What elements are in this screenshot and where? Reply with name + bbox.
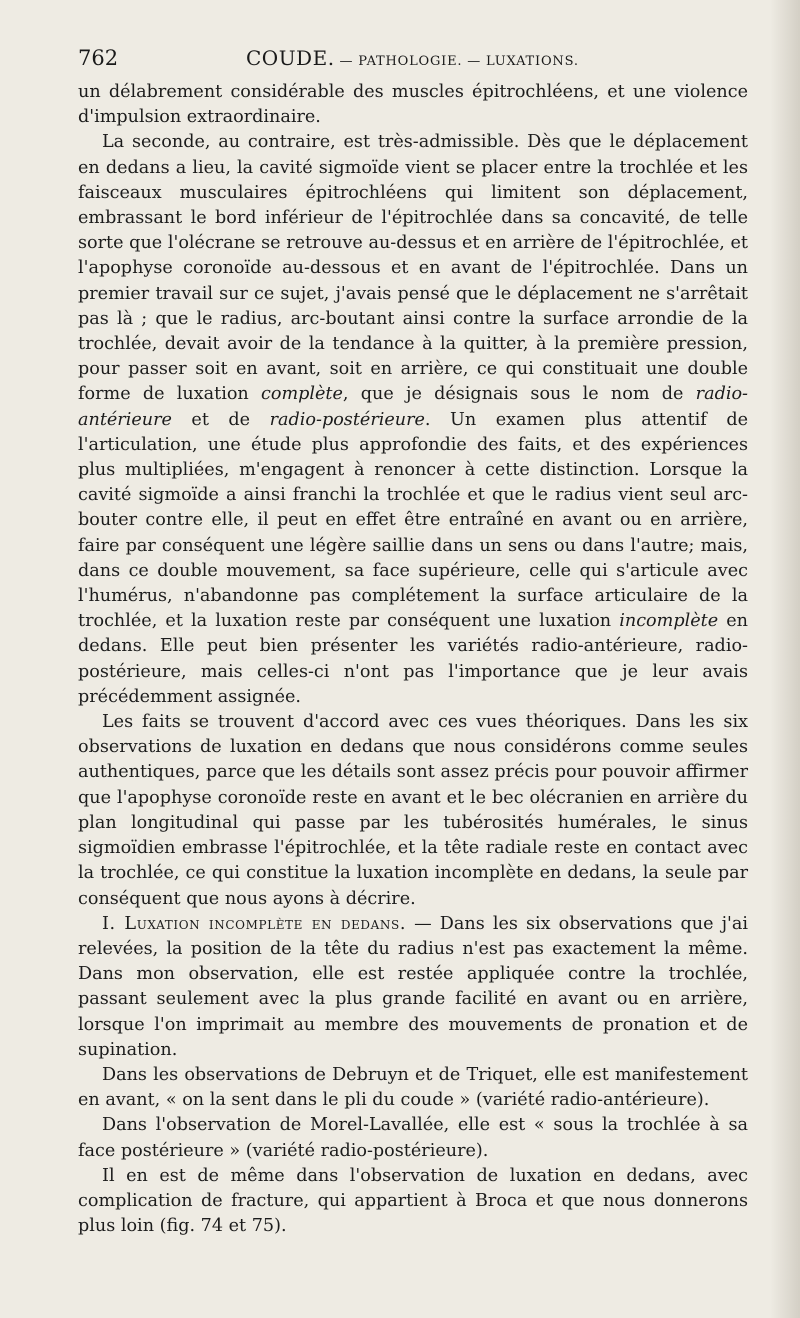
paragraph <box>78 130 748 710</box>
paragraph <box>78 912 748 1063</box>
paragraph-text: et de <box>171 409 270 430</box>
paragraph: Dans l'observation de Morel-Lavallée, elle est « sous la trochlée à sa face postérieure » (variété radio-postérieure). <box>78 1115 748 1161</box>
running-header <box>78 44 748 76</box>
paragraph-text: en dedans. Elle peut bien présenter les variétés radio-antérieure, radio-postérieure, mais celles-ci n'ont pas l'importance que je leur avais précédemment assignée. <box>78 611 748 707</box>
body-text <box>78 80 748 1239</box>
italic-term: incomplète <box>619 611 719 632</box>
paragraph: Dans les observations de Debruyn et de Triquet, elle est manifestement en avant, « on la sent dans le pli du coude » (variété radio-antérieure). <box>78 1064 748 1111</box>
italic-term: radio-antérieure <box>78 384 748 430</box>
paragraph: un délabrement considérable des muscles épitrochléens, et une violence d'impulsion extraordinaire. <box>78 82 748 128</box>
running-title <box>246 46 579 70</box>
paragraph: Les faits se trouvent d'accord avec ces vues théoriques. Dans les six observations de luxation en dedans que nous considérons comme seules authentiques, parce que les détails sont assez précis pour pouvoir affirmer que l'apophyse coronoïde reste en avant et le bec olécranien en arrière du plan longitudinal qui passe par les tubérosités humérales, le sinus sigmoïdien embrasse l'épitrochlée, et la tête radiale reste en contact avec la trochlée, ce qui constitue la luxation incomplète en dedans, la seule par conséquent que nous ayons à décrire. <box>78 712 748 909</box>
page-number: 762 <box>78 46 119 70</box>
paragraph-text: . Un examen plus attentif de l'articulation, une étude plus approfondie des faits, et des expériences plus multipliées, m'engagent à renoncer à cette distinction. Lorsque la cavité sigmoïde a ainsi franchi la trochlée et que le radius vient seul arc-bouter contre elle, il peut en effet être entraîné en avant ou en arrière, faire par conséquent une légère saillie dans un sens ou dans l'autre; mais, dans ce double mouvement, sa face supérieure, celle qui s'articule avec l'humérus, n'abandonne pas complétement la surface articulaire de la trochlée, et la luxation reste par conséquent une luxation <box>78 409 749 632</box>
running-title-main: COUDE. <box>246 46 335 70</box>
paragraph: Il en est de même dans l'observation de luxation en dedans, avec complication de fracture, qui appartient à Broca et que nous donnerons plus loin (fig. 74 et 75). <box>78 1165 748 1237</box>
italic-term: complète <box>261 384 343 405</box>
paragraph-text: — Dans les six observations que j'ai relevées, la position de la tête du radius n'est pas exactement la même. Dans mon observation, elle est restée appliquée contre la trochlée, passant seulement avec la plus grande facilité en avant ou en arrière, lorsque l'on imprimait au membre des mouvements de pronation et de supination. <box>78 913 748 1060</box>
page-gutter-shadow <box>770 0 800 1318</box>
paragraph-text: , que je désignais sous le nom de <box>342 384 696 405</box>
italic-term: radio-postérieure <box>269 409 425 430</box>
section-heading: I. Luxation incomplète en dedans. <box>102 913 407 934</box>
running-title-rest: — PATHOLOGIE. — LUXATIONS. <box>334 54 579 69</box>
paragraph-text: La seconde, au contraire, est très-admissible. Dès que le déplacement en dedans a lieu, la cavité sigmoïde vient se placer entre la trochlée et les faisceaux musculaires épitrochléens qui limitent son déplacement, embrassant le bord inférieur de l'épitrochlée dans sa concavité, de telle sorte que l'olécrane se retrouve au-dessus et en arrière de l'épitrochlée, et l'apophyse coronoïde au-dessous et en avant de l'épitrochlée. Dans un premier travail sur ce sujet, j'avais pensé que le déplacement ne s'arrêtait pas là ; que le radius, arc-boutant ainsi contre la surface arrondie de la trochlée, devait avoir de la tendance à la quitter, à la première pression, pour passer soit en avant, soit en arrière, ce qui constituait une double forme de luxation <box>78 132 748 405</box>
